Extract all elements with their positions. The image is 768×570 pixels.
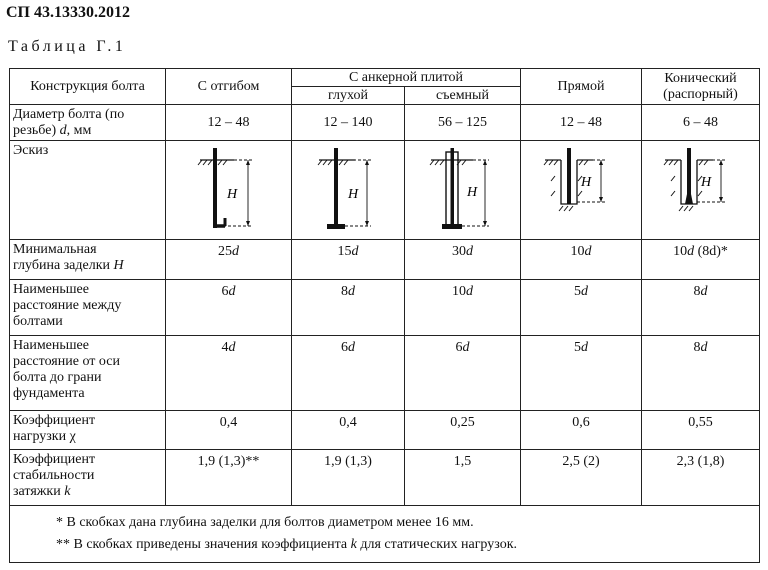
depth-num: 25 bbox=[218, 244, 232, 259]
cell-sketch-blind bbox=[292, 141, 405, 240]
label-depth-line-1: Минимальная bbox=[13, 242, 97, 257]
depth-unit: d bbox=[351, 244, 359, 259]
sketch-straight-bolt bbox=[541, 146, 621, 234]
cell-edge-bent bbox=[166, 336, 292, 411]
depth-unit: d bbox=[466, 244, 473, 259]
label-spacing-line-3: болтами bbox=[13, 314, 63, 329]
row-load-factor bbox=[10, 411, 760, 450]
depth-extra: (8d)* bbox=[694, 244, 728, 259]
label-load-line-1: Коэффициент bbox=[13, 413, 96, 428]
cell-edge-conical bbox=[642, 336, 760, 411]
depth-unit: d bbox=[584, 244, 592, 259]
label-load-line-2: нагрузки χ bbox=[13, 429, 76, 444]
cell-sketch-bent bbox=[166, 141, 292, 240]
header-straight: Прямой bbox=[521, 69, 642, 105]
spacing-num: 10 bbox=[452, 284, 466, 299]
row-depth bbox=[10, 240, 760, 280]
label-load-factor bbox=[10, 411, 166, 450]
cell-tight-blind: 1,9 (1,3) bbox=[292, 450, 405, 506]
depth-num: 10 bbox=[673, 244, 688, 259]
cell-tight-conical: 2,3 (1,8) bbox=[642, 450, 760, 506]
spacing-num: 6 bbox=[221, 284, 229, 299]
header-conical-line-1: Конический bbox=[664, 70, 737, 86]
cell-tight-bent: 1,9 (1,3)** bbox=[166, 450, 292, 506]
cell-load-conical: 0,55 bbox=[642, 411, 760, 450]
depth-num: 15 bbox=[337, 244, 352, 259]
footnote-2-tail: для статических нагрузок. bbox=[356, 537, 517, 552]
cell-depth-bent bbox=[166, 240, 292, 280]
footnote-1: * В скобках дана глубина заделки для болтов диаметром менее 16 мм. bbox=[56, 515, 474, 530]
sketch-h-label: H bbox=[700, 175, 711, 190]
row-edge-distance bbox=[10, 336, 760, 411]
cell-sketch-removable bbox=[405, 141, 521, 240]
sketch-h-label: H bbox=[581, 175, 592, 190]
cell-edge-blind bbox=[292, 336, 405, 411]
bolt-table bbox=[9, 68, 760, 563]
row-footnotes bbox=[10, 506, 760, 563]
cell-spacing-bent bbox=[166, 280, 292, 336]
cell-diameter-blind: 12 – 140 bbox=[292, 105, 405, 141]
cell-load-straight: 0,6 bbox=[521, 411, 642, 450]
depth-unit: d bbox=[232, 244, 239, 259]
sketch-h-label: H bbox=[466, 185, 477, 200]
label-edge-line-2: расстояние от оси bbox=[13, 354, 120, 369]
spacing-unit: d bbox=[700, 284, 708, 299]
cell-depth-straight bbox=[521, 240, 642, 280]
header-bent: С отгибом bbox=[166, 69, 292, 105]
footnote-2-text: ** В скобках приведены значения коэффициента bbox=[56, 537, 351, 552]
label-tight-line-1: Коэффициент bbox=[13, 452, 96, 467]
cell-diameter-conical: 6 – 48 bbox=[642, 105, 760, 141]
sketch-anchor-removable-bolt bbox=[427, 146, 499, 234]
edge-unit: d bbox=[700, 340, 708, 355]
edge-unit: d bbox=[581, 340, 588, 355]
spacing-unit: d bbox=[581, 284, 588, 299]
sketch-h-label: H bbox=[226, 187, 237, 202]
label-edge-line-4: фундамента bbox=[13, 386, 85, 401]
label-depth-line-2: глубина заделки bbox=[13, 258, 114, 273]
label-diameter-line-1: Диаметр болта (по bbox=[13, 107, 125, 122]
sketch-h-label: H bbox=[348, 187, 359, 202]
cell-spacing-removable bbox=[405, 280, 521, 336]
depth-num: 10 bbox=[570, 244, 585, 259]
spacing-num: 8 bbox=[693, 284, 701, 299]
header-construction: Конструкция болта bbox=[10, 69, 166, 105]
cell-load-blind: 0,4 bbox=[292, 411, 405, 450]
edge-num: 5 bbox=[574, 340, 581, 355]
label-depth-var: H bbox=[113, 258, 124, 273]
spacing-num: 5 bbox=[574, 284, 581, 299]
cell-edge-removable bbox=[405, 336, 521, 411]
cell-diameter-removable: 56 – 125 bbox=[405, 105, 521, 141]
label-edge-line-1: Наименьшее bbox=[13, 338, 89, 353]
label-diameter-unit: , мм bbox=[66, 123, 92, 138]
cell-depth-conical bbox=[642, 240, 760, 280]
edge-num: 8 bbox=[693, 340, 701, 355]
sketch-anchor-blind-bolt bbox=[313, 146, 383, 234]
header-blind: глухой bbox=[292, 87, 405, 105]
sketch-bent-bolt bbox=[194, 146, 264, 234]
edge-unit: d bbox=[348, 340, 355, 355]
label-spacing-line-1: Наименьшее bbox=[13, 282, 89, 297]
spacing-unit: d bbox=[466, 284, 473, 299]
row-bolt-spacing bbox=[10, 280, 760, 336]
cell-load-removable: 0,25 bbox=[405, 411, 521, 450]
cell-sketch-straight bbox=[521, 141, 642, 240]
header-conical-line-2: (распорный) bbox=[663, 86, 738, 102]
depth-unit: d bbox=[687, 244, 695, 259]
document-code: СП 43.13330.2012 bbox=[6, 4, 130, 21]
spacing-unit: d bbox=[348, 284, 355, 299]
cell-tight-straight: 2,5 (2) bbox=[521, 450, 642, 506]
cell-tight-removable: 1,5 bbox=[405, 450, 521, 506]
header-anchor-plate: С анкерной плитой bbox=[292, 69, 521, 87]
footnotes bbox=[10, 506, 760, 563]
edge-unit: d bbox=[462, 340, 470, 355]
cell-diameter-straight: 12 – 48 bbox=[521, 105, 642, 141]
cell-sketch-conical bbox=[642, 141, 760, 240]
header-removable: съемный bbox=[405, 87, 521, 105]
label-edge-distance bbox=[10, 336, 166, 411]
label-tight-line-2: стабильности bbox=[13, 468, 95, 483]
cell-diameter-bent: 12 – 48 bbox=[166, 105, 292, 141]
footnote-2-var: k bbox=[350, 537, 357, 552]
sketch-conical-bolt bbox=[661, 146, 741, 234]
spacing-unit: d bbox=[228, 284, 236, 299]
label-diameter-line-2: резьбе) bbox=[13, 123, 60, 138]
cell-spacing-blind bbox=[292, 280, 405, 336]
row-tightening-factor bbox=[10, 450, 760, 506]
label-edge-line-3: болта до грани bbox=[13, 370, 102, 385]
cell-spacing-conical bbox=[642, 280, 760, 336]
edge-unit: d bbox=[228, 340, 236, 355]
row-sketch bbox=[10, 141, 760, 240]
label-bolt-spacing bbox=[10, 280, 166, 336]
edge-num: 4 bbox=[221, 340, 229, 355]
label-diameter bbox=[10, 105, 166, 141]
cell-edge-straight bbox=[521, 336, 642, 411]
header-conical bbox=[642, 69, 760, 105]
cell-depth-removable bbox=[405, 240, 521, 280]
label-diameter-var: d bbox=[59, 123, 67, 138]
edge-num: 6 bbox=[341, 340, 348, 355]
depth-num: 30 bbox=[452, 244, 466, 259]
table-title: Таблица Г.1 bbox=[8, 38, 127, 55]
header-row-1 bbox=[10, 69, 760, 87]
spacing-num: 8 bbox=[341, 284, 348, 299]
row-diameter bbox=[10, 105, 760, 141]
cell-load-bent: 0,4 bbox=[166, 411, 292, 450]
footnote-2 bbox=[20, 534, 759, 556]
label-tight-var: k bbox=[64, 484, 71, 499]
label-depth bbox=[10, 240, 166, 280]
cell-spacing-straight bbox=[521, 280, 642, 336]
cell-depth-blind bbox=[292, 240, 405, 280]
label-spacing-line-2: расстояние между bbox=[13, 298, 122, 313]
label-tightening-factor bbox=[10, 450, 166, 506]
label-sketch: Эскиз bbox=[10, 141, 166, 240]
label-tight-line-3: затяжки bbox=[13, 484, 65, 499]
edge-num: 6 bbox=[455, 340, 463, 355]
